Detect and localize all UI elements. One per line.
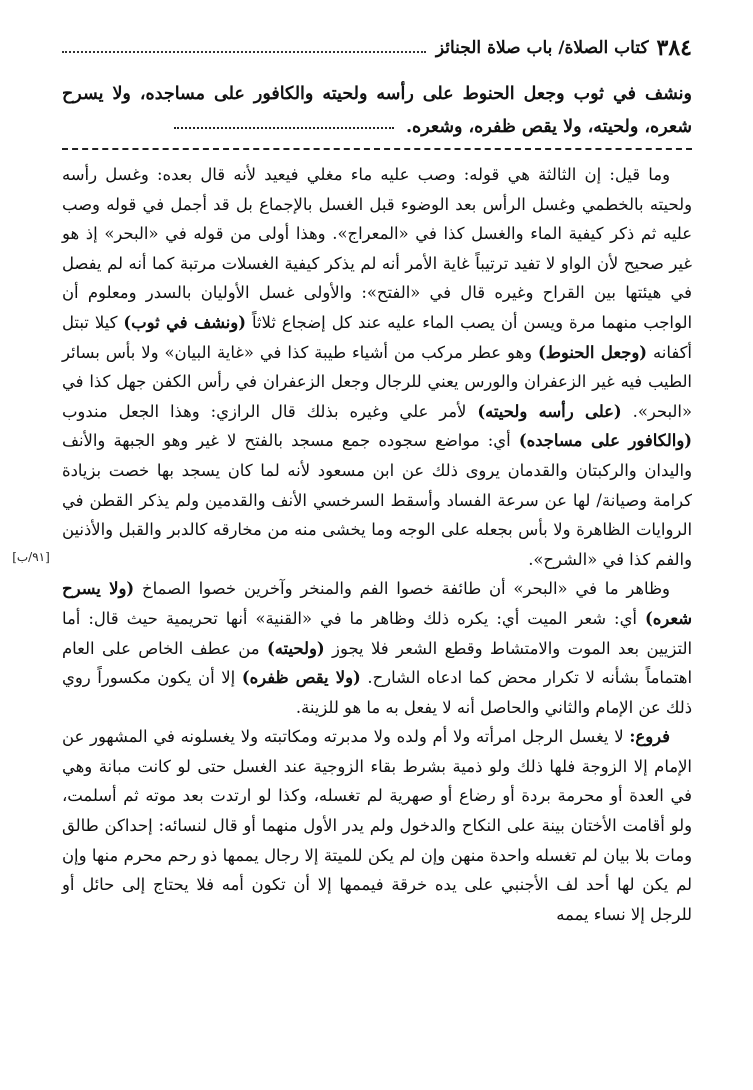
matn-text [62, 78, 692, 144]
commentary-text: وظاهر ما في «البحر» أن طائفة خصوا الفم والمنخر وآخرين خصوا الصماخ [134, 579, 670, 599]
matn-quote: (على رأسه ولحيته) [477, 401, 622, 421]
header-dotted-leader [62, 51, 426, 53]
commentary-text: إلا أن يكون مكسوراً روي ذلك عن الإمام والثاني والحاصل أنه لا يفعل به ما هو للزينة. [62, 668, 692, 717]
commentary-text: وهو عطر مركب من أشياء طيبة كذا في «غاية البيان» ولا بأس بسائر الطيب فيه غير الزعفران والورس يعني للرجال وجعل الزعفران في رأس الكفن جهل كذا في «البحر». [62, 342, 692, 421]
commentary-text: من عطف الخاص على العام اهتماماً بشأنه لا تكرار محض كما ادعاه الشارح. [62, 638, 692, 688]
page-header [62, 34, 692, 62]
margin-folio-note: [٩١/ب] [12, 550, 50, 564]
commentary-paragraph [62, 574, 692, 722]
commentary-body [62, 160, 692, 929]
commentary-text: أي: مواضع سجوده جمع مسجد بالفتح لا غير وهو الجبهة والأنف واليدان والركبتان والقدمان يروى ذلك عن ابن مسعود لأنه لما كان يسجد بها خصت بزيادة كرامة وصيانة/ لها عن سرعة الفساد وأسقط السرخسي الأنف والقدمين ولم يذكر القطن في الروايات الظاهرة ولا بأس بجعله على الوجه وما يخشى منه من مخارقه كالدبر والقبل والأذنين والفم كذا في «الشرح». [62, 431, 692, 569]
commentary-paragraph [62, 160, 692, 574]
matn-quote: (ونشف في ثوب) [123, 312, 246, 332]
commentary-text: وما قيل: إن الثالثة هي قوله: وصب عليه ماء مغلي فيعيد لأنه قال بعده: وغسل رأسه ولحيته بالخطمي وغسل الرأس بعد الوضوء قبل الغسل بالإجماع بل قد أجمل في قوله وصب عليه ثم ذكر كيفية الماء والغسل كذا في «المعراج». وهذا أولى من قوله في «البحر» إذ هو غير صحيح لأن الواو لا تفيد ترتيباً غاية الأمر أنه لم يذكر كيفية الغسلات مرتبة كما أنه لم يفصل في هيئتها بين القراح وغيره قال في «الفتح»: والأولى غسل الأوليان بالسدر ومعلوم أن الواجب منهما مرة ويسن أن يصب الماء عليه عند كل إضجاع ثلاثاً [62, 165, 692, 332]
commentary-text: لأمر علي وغيره بذلك قال الرازي: وهذا الجعل مندوب [62, 401, 478, 421]
matn-dotted-leader [174, 127, 394, 129]
commentary-text: كيلا تبتل أكفانه [62, 312, 692, 362]
matn-quote: (ولحيته) [266, 638, 325, 658]
matn-quote: (وجعل الحنوط) [537, 342, 648, 362]
page-number: ٣٨٤ [656, 35, 692, 61]
matn-quote: فروع: [629, 727, 670, 747]
commentary-paragraph [62, 722, 692, 929]
commentary-text: أي: شعر الميت أي: يكره ذلك وظاهر ما في «القنية» أنها تحريمية حيث قال: أما التزيين بعد الموت والامتشاط وقطع الشعر فلا يجوز [62, 608, 692, 658]
separator-rule [62, 148, 692, 150]
matn-line: ونشف في ثوب وجعل الحنوط على رأسه ولحيته والكافور على مساجده، ولا يسرح شعره، ولحيته، ولا يقص ظفره، وشعره. [62, 84, 692, 137]
matn-quote: (والكافور على مساجده) [518, 431, 692, 451]
matn-quote: (ولا يسرح شعره) [62, 579, 692, 628]
running-title: كتاب الصلاة/ باب صلاة الجنائز [435, 38, 649, 58]
commentary-text: لا يغسل الرجل امرأته ولا أم ولده ولا مدبرته ومكاتبته ولا يغسلونه في المشهور عن الإمام إلا الزوجة فلها ذلك ولو ذمية بشرط بقاء الزوجية عند الغسل حتى لو كانت مبانة وهي في العدة أو محرمة بردة أو رضاع أو صهرية لم تغسله، وكذا لو ارتدت بعد موته ثم أسلمت، ولو أقامت الأختان بينة على النكاح والدخول ولم يدر الأول منهما أو قال لنسائه: إحداكن طالق ومات بلا بيان لم تغسله واحدة منهن وإن لم يكن للميتة إلا رجال يممها ذو رحم محرم منها وإن لم يكن لها أحد لف الأجنبي على يده خرقة فيممها إلا أن تكون أمه فلا يحتاج إلى حائل أو للرجل إلا نساء يممه [62, 727, 692, 924]
matn-quote: (ولا يقص ظفره) [241, 668, 361, 688]
